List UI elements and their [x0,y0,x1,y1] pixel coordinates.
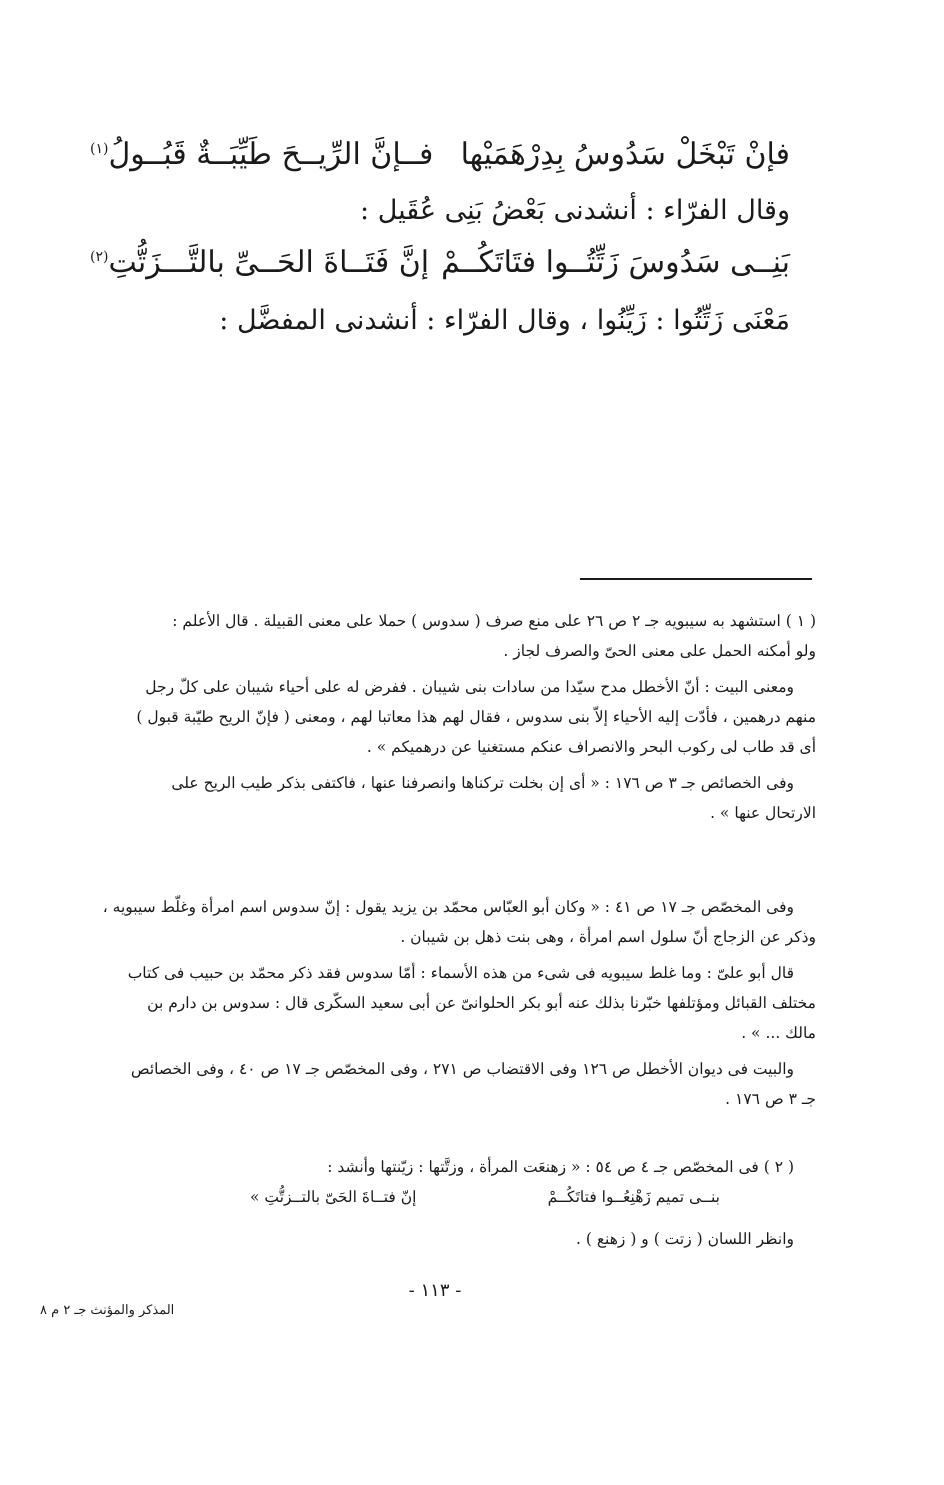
footnote-2 [66,1152,816,1182]
footnote-1-line-4: منهم درهمين ، فأدّت إليه الأحياء إلاّ بنى سدوس ، فقال لهم هذا معاتبا لهم ، ومعنى ( فإنّ الريح طيّبة قبول ) [136,708,816,726]
footnote-1-line-1: ( ١ ) استشهد به سيبويه جـ ٢ ص ٢٦ على منع صرف ( سدوس ) حملا على معنى القبيلة . قال الأعلم : [172,612,816,630]
footnote-1-line-8: وفى المخصّص جـ ١٧ ص ٤١ : « وكان أبو العبّاس محمّد بن يزيد يقول : إنّ سدوس اسم امرأة وغلّط سيبويه ، [102,898,794,916]
footnote-1-line-12: مالك ... » . [741,1024,816,1042]
footnote-2-poem-second-hemistich: إنّ فتــاةَ الحَىّ بالتــزتُّتِ » [250,1188,417,1206]
verse-2-first-hemistich: بَنِــى سَدُوسَ زَتِّتُــوا فتَاتَكُــمْ [441,245,790,280]
footnote-marker-2: (٢) [90,249,109,265]
footnote-1-line-7: الارتحال عنها » . [710,804,816,822]
prose-line-2: وقال الفرّاء : أنشدنى بَعْضُ بَنِى عُقَيل : [360,195,790,226]
page-number: - ١١٣ - [408,1280,462,1301]
footnote-marker-1: (١) [90,141,109,157]
footnote-2-line-1: ( ٢ ) فى المخصّص جـ ٤ ص ٥٤ : « زهنعَت المرأة ، وزتَّتها : زيّنتها وأنشد : [327,1158,794,1176]
verse-1-second-hemistich [90,138,433,171]
verse-1-first-hemistich: فإنْ تَبْخَلْ سَدُوسُ بِدِرْهَمَيْها [460,137,790,172]
footnote-2-poem-first-hemistich: بنــى تميم زَهْنِعُــوا فتاتَكُــمْ [547,1188,720,1206]
footnote-1-line-3: ومعنى البيت : أنّ الأخطل مدح سيّدا من سادات بنى شيبان . ففرض له على أحياء شيبان على كلّ رجل [145,678,794,696]
verse-2-second-hemistich-text: إنَّ فَتَــاةَ الحَــىِّ بالتَّـــزَتُّتِ [108,245,430,280]
footnote-1-line-2: ولو أمكنه الحمل على معنى الحىّ والصرف لجاز . [503,642,816,660]
footnote-1-continued [66,892,816,1114]
footnote-1-line-13: والبيت فى ديوان الأخطل ص ١٢٦ وفى الاقتضاب ص ٢٧١ ، وفى المخصّص جـ ١٧ ص ٤٠ ، وفى الخصائص [130,1060,794,1078]
footnote-1-line-10: قال أبو علىّ : وما غلط سيبويه فى شىء من هذه الأسماء : أمّا سدوس فقد ذكر محمّد بن حبيب فى كتاب [127,964,794,982]
footnote-1 [66,606,816,828]
footnote-separator [580,578,812,580]
footnote-1-line-5: أى قد طاب لى ركوب البحر والانصراف عنكم مستغنيا عن درهميكم » . [366,738,816,756]
verse-1 [90,138,790,171]
footnote-2-line-3: وانظر اللسان ( زتت ) و ( زهنع ) . [575,1230,794,1248]
footnote-1-line-6: وفى الخصائص جـ ٣ ص ١٧٦ : « أى إن بخلت تركناها وانصرفنا عنها ، فاكتفى بذكر طيب الريح على [171,774,794,792]
footnote-2-end [66,1224,816,1254]
footnote-1-line-11: مختلف القبائل ومؤتلفها خبّرنا بذلك عنه أبو بكر الحلوانىّ عن أبى سعيد السكّرى قال : سدوس بن دارم بن [147,994,816,1012]
footnote-2-poem [250,1188,720,1206]
footnote-1-line-9: وذكر عن الزجاج أنّ سلول اسم امرأة ، وهى بنت ذهل بن شيبان . [400,928,816,946]
verse-1-second-hemistich-text: فــإنَّ الرِّيــحَ طَيِّبَــةٌ قَبُــولُ [108,137,434,172]
footnote-1-line-14: جـ ٣ ص ١٧٦ . [725,1090,816,1108]
signature-mark: المذكر والمؤنث جـ ٢ م ٨ [40,1303,175,1318]
verse-2-second-hemistich [90,246,429,279]
verse-2 [90,246,790,279]
prose-line-4: مَعْنَى زَتِّتُوا : زَيِّنُوا ، وقال الفرّاء : أنشدنى المفضَّل : [219,305,790,336]
